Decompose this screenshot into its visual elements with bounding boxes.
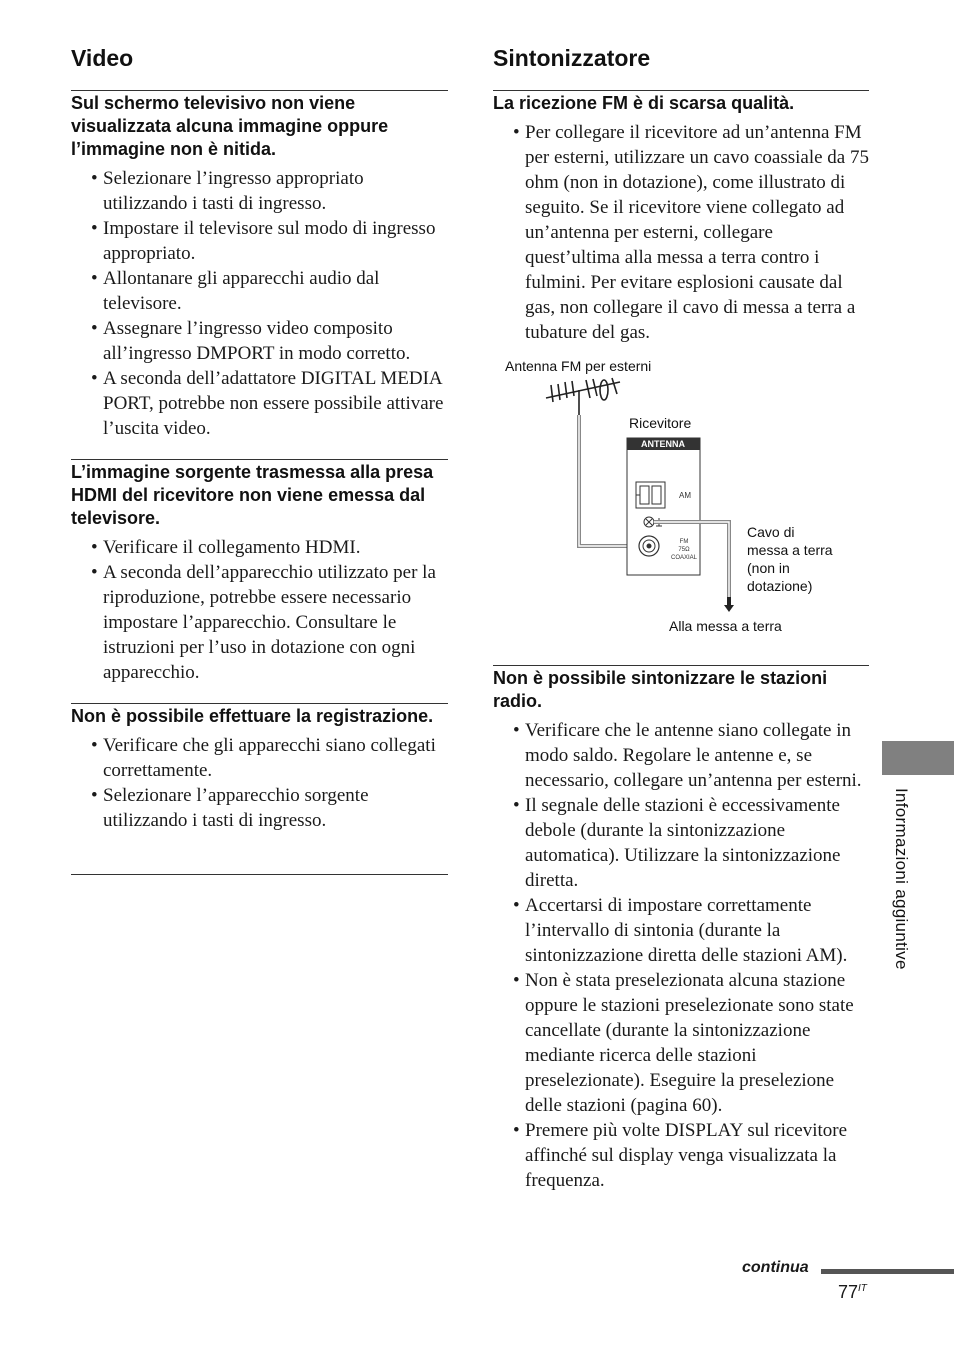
list-item: • Accertarsi di impostare correttamente l’intervallo di sintonia (durante la sintonizzazione diretta delle stazioni AM). [493, 893, 869, 968]
list-item: • Assegnare l’ingresso video composito all’ingresso DMPORT in modo corretto. [71, 316, 448, 366]
ground-label: Alla messa a terra [669, 618, 782, 634]
section-divider [493, 90, 869, 91]
receiver-label: Ricevitore [629, 415, 692, 431]
diagram-drawing [493, 350, 869, 645]
section-title: L’immagine sorgente trasmessa alla presa HDMI del ricevitore non viene emessa dal televisore. [71, 462, 434, 528]
list-item: • Verificare il collegamento HDMI. [71, 535, 448, 560]
list-item: • Verificare che le antenne siano collegate in modo saldo. Regolare le antenne e, se necessario, collegare un’antenna per esterni. [493, 718, 869, 793]
tuner-heading: Sintonizzatore [493, 45, 651, 71]
list-item: • Selezionare l’ingresso appropriato utilizzando i tasti di ingresso. [71, 166, 448, 216]
video-section-recording [71, 705, 448, 833]
section-divider [493, 665, 869, 666]
list-item: • Verificare che gli apparecchi siano collegati correttamente. [71, 733, 448, 783]
antenna-connection-diagram [493, 350, 869, 645]
antenna-panel-text: ANTENNA [641, 439, 685, 449]
fm-coaxial-connector-icon [639, 536, 659, 556]
section-title: La ricezione FM è di scarsa qualità. [493, 93, 795, 113]
am-terminal-icon [636, 482, 665, 508]
outdoor-antenna-label: Antenna FM per esterni [505, 358, 652, 374]
chapter-tab [882, 741, 954, 775]
continued-label: continua [742, 1259, 809, 1276]
list-item: • Non è stata preselezionata alcuna stazione oppure le stazioni preselezionate sono state cancellate (durante la sintonizzazione mediante ricerca delle stazioni preselezionate). Eseguire la preselezione delle stazioni (pagina 60). [493, 968, 869, 1118]
chapter-tab-label: Informazioni aggiuntive [892, 788, 911, 970]
section-divider [71, 703, 448, 704]
section-title: Non è possibile effettuare la registrazione. [71, 706, 434, 726]
video-section-hdmi [71, 461, 448, 685]
antenna-icon [546, 378, 620, 415]
list-item: • Il segnale delle stazioni è eccessivamente debole (durante la sintonizzazione automatica). Utilizzare la sintonizzazione diretta. [493, 793, 869, 893]
list-item: • Impostare il televisore sul modo di ingresso appropriato. [71, 216, 448, 266]
list-item: • Selezionare l’apparecchio sorgente utilizzando i tasti di ingresso. [71, 783, 448, 833]
tuner-section-no-stations [493, 667, 869, 1193]
page-number: $77^{IT}$ [838, 1282, 867, 1302]
continued-bar [821, 1269, 954, 1274]
list-item: • Premere più volte DISPLAY sul ricevitore affinché sul display venga visualizzata la frequenza. [493, 1118, 869, 1193]
list-item: • A seconda dell’apparecchio utilizzato per la riproduzione, potrebbe essere necessario impostare l’apparecchio. Consultare le istruzioni per l’uso in dotazione con ogni apparecchio. [71, 560, 448, 685]
arrow-down-icon [724, 605, 734, 612]
list-item: • Per collegare il ricevitore ad un’antenna FM per esterni, utilizzare un cavo coassiale da 75 ohm (non in dotazione), come illustrato di seguito. Se il ricevitore viene collegato ad un’antenna per esterni, collegare quest’ultima alla messa a terra contro i fulmini. Per evitare esplosioni causate dal gas, non collegare il cavo di messa a terra a tubature del gas. [493, 120, 869, 345]
list-item: • A seconda dell’adattatore DIGITAL MEDIA PORT, potrebbe non essere possibile attivare l’uscita video. [71, 366, 448, 441]
ground-cable-label: Cavo di messa a terra (non in dotazione) [747, 524, 833, 594]
section-divider [71, 459, 448, 460]
fm-coaxial-label: COAXIAL [670, 555, 698, 561]
video-heading: Video [71, 45, 134, 71]
fm-label: FM [679, 539, 689, 545]
video-section-no-image [71, 92, 448, 441]
section-title: Non è possibile sintonizzare le stazioni radio. [493, 668, 828, 711]
tuner-section-fm [493, 92, 869, 345]
am-label: AM [679, 491, 691, 500]
section-title: Sul schermo televisivo non viene visualizzata alcuna immagine oppure l’immagine non è nitida. [71, 93, 389, 159]
section-end-rule [71, 874, 448, 875]
fm-impedance-label: 75Ω [678, 547, 690, 553]
list-item: • Allontanare gli apparecchi audio dal televisore. [71, 266, 448, 316]
section-divider [71, 90, 448, 91]
